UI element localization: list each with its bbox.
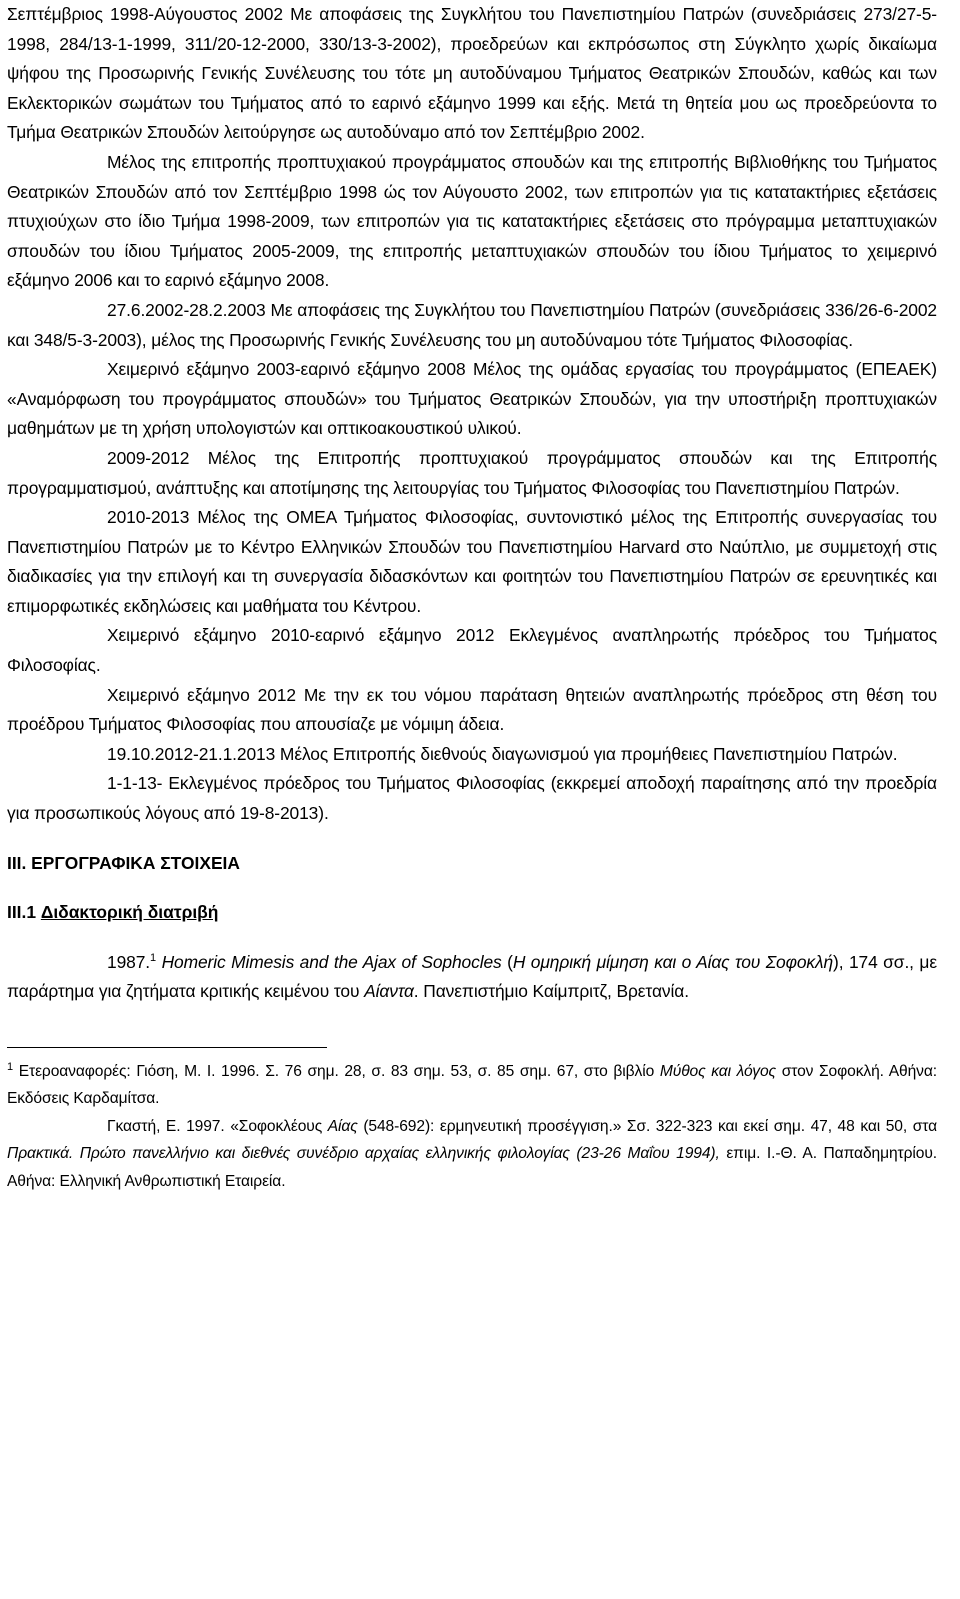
- paragraph-6: 2010-2013 Μέλος της ΟΜΕΑ Τμήματος Φιλοσοφίας, συντονιστικό μέλος της Επιτροπής συνεργασίας του Πανεπιστημίου Πατρών με το Κέντρο Ελληνικών Σπουδών του Πανεπιστημίου Harvard στο Ναύπλιο, με συμμετοχή στις διαδικασίες για την επιλογή και τη συνεργασία διδασκόντων και φοιτητών του Πανεπιστημίου Πατρών σε ερευνητικές και επιμορφωτικές εκδηλώσεις και μαθήματα του Κέντρου.: [7, 507, 937, 616]
- paren-open: (: [501, 951, 513, 972]
- paragraph-8: Χειμερινό εξάμηνο 2012 Με την εκ του νόμου παράταση θητειών αναπληρωτής πρόεδρος στη θέση του προέδρου Τμήματος Φιλοσοφίας που απουσίαζε με νόμιμη άδεια.: [7, 684, 937, 735]
- paragraph-10: 1-1-13- Εκλεγμένος πρόεδρος του Τμήματος Φιλοσοφίας (εκκρεμεί αποδοχή παραίτησης από την προεδρία για προσωπικούς λόγους από 19-8-2013).: [7, 773, 937, 824]
- footnote-2: [7, 1113, 937, 1195]
- paragraph-5: 2009-2012 Μέλος της Επιτροπής προπτυχιακού προγράμματος σπουδών και της Επιτροπής προγραμματισμού, ανάπτυξης και αποτίμησης της λειτουργίας του Τμήματος Φιλοσοφίας του Πανεπιστημίου Πατρών.: [7, 447, 937, 498]
- paragraph-2: Μέλος της επιτροπής προπτυχιακού προγράμματος σπουδών και της επιτροπής Βιβλιοθήκης του Τμήματος Θεατρικών Σπουδών από τον Σεπτέμβριο 1998 ώς τον Αύγουστο 2002, των επιτροπών για τις κατατακτήριες εξετάσεις πτυχιούχων στο ίδιο Τμήμα 1998-2009, των επιτροπών για τις κατατακτήριες εξετάσεις στο πρόγραμμα μεταπτυχιακών σπουδών του ίδιου Τμήματος 2005-2009, της επιτροπής μεταπτυχιακών σπουδών του ίδιου Τμήματος το χειμερινό εξάμηνο 2006 και το εαρινό εξάμηνο 2008.: [7, 151, 937, 291]
- subsection-number: III.1: [7, 902, 36, 923]
- dissertation-work: Αίαντα: [364, 981, 414, 1002]
- footnote-book: Μύθος και λόγος: [659, 1063, 777, 1080]
- footnote-text-e: επιμ. Ι.-Θ. Α. Παπαδημητρίου. Αθήνα: Ελληνική Ανθρωπιστική Εταιρεία.: [7, 1145, 937, 1190]
- footnote-text-b: στον Σοφοκλή. Αθήνα: Εκδόσεις Καρδαμίτσα.: [7, 1063, 938, 1108]
- footnote-marker: 1: [7, 1060, 14, 1073]
- document-page: [7, 0, 937, 1195]
- footnote-text-d: (548-692): ερμηνευτική προσέγγιση.» Σσ. 322-323 και εκεί σημ. 47, 48 και 50, στα: [357, 1117, 937, 1135]
- dissertation-year: 1987.: [107, 951, 151, 972]
- dissertation-details: ), 174 σσ., με παράρτημα για ζητήματα κριτικής κειμένου του: [7, 951, 937, 1002]
- subsection-title: Διδακτορική διατριβή: [40, 902, 219, 923]
- footnote-text-c: Γκαστή, Ε. 1997. «Σοφοκλέους: [107, 1117, 328, 1135]
- footnote-text-a: Ετεροαναφορές: Γιόση, Μ. Ι. 1996. Σ. 76 σημ. 28, σ. 83 σημ. 53, σ. 85 σημ. 67, στο βιβλίο: [13, 1063, 660, 1080]
- paragraph-7: Χειμερινό εξάμηνο 2010-εαρινό εξάμηνο 2012 Εκλεγμένος αναπληρωτής πρόεδρος του Τμήματος Φιλοσοφίας.: [7, 625, 937, 676]
- dissertation-title-en: Homeric Mimesis and the Ajax of Sophocles: [161, 951, 502, 972]
- paragraph-9: 19.10.2012-21.1.2013 Μέλος Επιτροπής διεθνούς διαγωνισμού για προμήθειες Πανεπιστημίου Πατρών.: [107, 743, 898, 764]
- footnote-ref[interactable]: 1: [150, 952, 157, 965]
- footnote-1: [7, 1058, 937, 1113]
- section-heading: III. ΕΡΓΟΓΡΑΦΙΚΑ ΣΤΟΙΧΕΙΑ: [7, 852, 240, 873]
- paragraph-4: Χειμερινό εξάμηνο 2003-εαρινό εξάμηνο 2008 Μέλος της ομάδας εργασίας του προγράμματος (ΕΠΕΑΕΚ) «Αναμόρφωση του προγράμματος σπουδών» του Τμήματος Θεατρικών Σπουδών, για την υποστήριξη προπτυχιακών μαθημάτων με τη χρήση υπολογιστών και οπτικοακουστικού υλικού.: [7, 359, 937, 439]
- dissertation-title-gr: Η ομηρική μίμηση και ο Αίας του Σοφοκλή: [512, 951, 834, 972]
- dissertation-entry: [7, 948, 937, 1007]
- dissertation-university: . Πανεπιστήμιο Καίμπριτζ, Βρετανία.: [413, 981, 689, 1002]
- subsection-heading: [7, 898, 937, 928]
- paragraph-1: Σεπτέμβριος 1998-Αύγουστος 2002 Με αποφάσεις της Συγκλήτου του Πανεπιστημίου Πατρών (συνεδριάσεις 273/27-5-1998, 284/13-1-1999, 311/20-12-2000, 330/13-3-2002), προεδρεύων και εκπρόσωπος στη Σύγκλητο χωρίς δικαίωμα ψήφου της Προσωρινής Γενικής Συνέλευσης του τότε μη αυτοδύναμου Τμήματος Θεατρικών Σπουδών, καθώς και των Εκλεκτορικών σωμάτων του Τμήματος από το εαρινό εξάμηνο 1999 και εξής. Μετά τη θητεία μου ως προεδρεύοντα το Τμήμα Θεατρικών Σπουδών λειτούργησε ως αυτοδύναμο από τον Σεπτέμβριο 2002.: [7, 4, 937, 143]
- footnote-proceedings: Πρακτικά. Πρώτο πανελλήνιο και διεθνές συνέδριο αρχαίας ελληνικής φιλολογίας (23-26 Μαΐου 1994),: [7, 1145, 720, 1163]
- footnote-work: Αίας: [327, 1117, 358, 1135]
- paragraph-3: 27.6.2002-28.2.2003 Με αποφάσεις της Συγκλήτου του Πανεπιστημίου Πατρών (συνεδριάσεις 336/26-6-2002 και 348/5-3-2003), μέλος της Προσωρινής Γενικής Συνέλευσης του μη αυτοδύναμου τότε Τμήματος Φιλοσοφίας.: [7, 299, 937, 350]
